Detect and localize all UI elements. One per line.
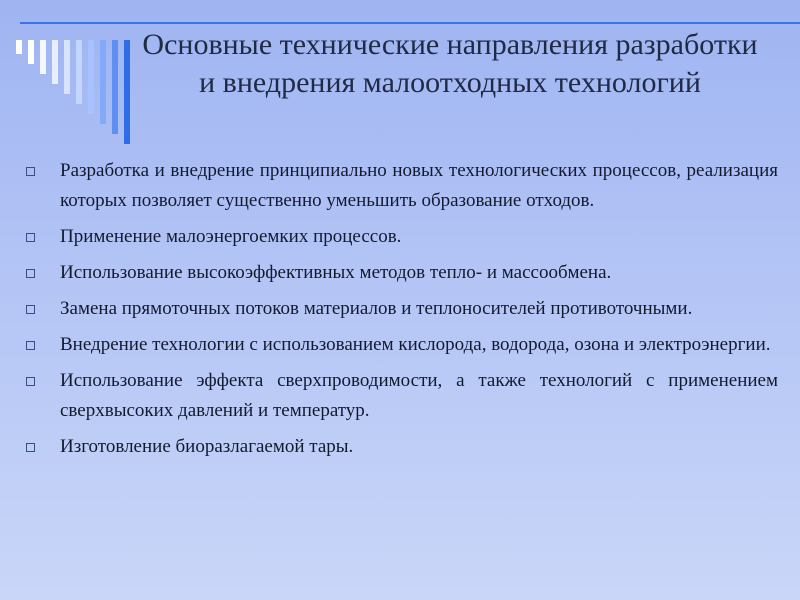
stripe-6	[76, 40, 82, 104]
square-bullet-icon	[26, 305, 35, 314]
bullet-item	[22, 294, 778, 324]
stripe-5	[64, 40, 70, 94]
slide-title: Основные технические направления разработки и внедрения малоотходных технологий	[142, 28, 758, 99]
stripe-7	[88, 40, 94, 114]
square-bullet-icon	[26, 167, 35, 176]
stripe-1	[16, 40, 22, 54]
bullet-text: Использование эффекта сверхпроводимости, а также технологий с применением сверхвысоких давлений и температур.	[60, 370, 778, 421]
bullet-list	[22, 156, 778, 468]
bullet-text: Разработка и внедрение принципиально новых технологических процессов, реализация которых позволяет существенно уменьшить образование отходов.	[60, 160, 778, 211]
bullet-text: Использование высокоэффективных методов тепло- и массообмена.	[60, 262, 612, 283]
bullet-text: Изготовление биоразлагаемой тары.	[60, 436, 354, 457]
stripe-4	[52, 40, 58, 84]
square-bullet-icon	[26, 269, 35, 278]
square-bullet-icon	[26, 233, 35, 242]
square-bullet-icon	[26, 377, 35, 386]
stripe-9	[112, 40, 118, 134]
square-bullet-icon	[26, 341, 35, 350]
bullet-item	[22, 366, 778, 426]
bullet-item	[22, 432, 778, 462]
bullet-text: Замена прямоточных потоков материалов и теплоносителей противоточными.	[60, 298, 693, 319]
bullet-item	[22, 156, 778, 216]
decorative-stripes	[16, 40, 136, 160]
bullet-item	[22, 222, 778, 252]
bullet-text: Применение малоэнергоемких процессов.	[60, 226, 402, 247]
stripe-3	[40, 40, 46, 74]
bullet-item	[22, 330, 778, 360]
square-bullet-icon	[26, 443, 35, 452]
stripe-10	[124, 40, 130, 144]
bullet-text: Внедрение технологии с использованием кислорода, водорода, озона и электроэнергии.	[60, 334, 771, 355]
decorative-top-line	[20, 22, 800, 24]
bullet-item	[22, 258, 778, 288]
stripe-2	[28, 40, 34, 64]
stripe-8	[100, 40, 106, 124]
